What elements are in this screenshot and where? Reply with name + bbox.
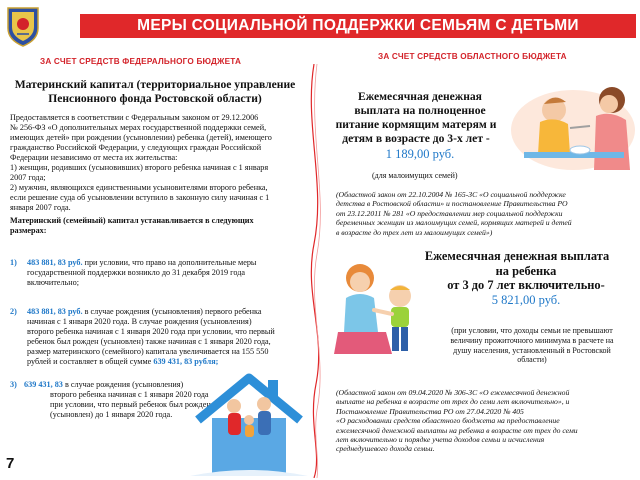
intro-line: Федерации независимо от места их жительства: [10, 153, 178, 162]
mother-and-son-illustration [326, 258, 426, 362]
heading-line: на ребенка [495, 263, 557, 278]
intro-line: января 2007 года. [10, 203, 71, 212]
intro-line: 2007 года; [10, 173, 46, 182]
item3-line: при условии, что первый ребенок был рожден [50, 400, 211, 409]
item2-total: 639 431, 83 рубля; [153, 357, 219, 366]
item1-line: при условии, что право на дополнительные меры [82, 258, 257, 267]
law-line: (Областной закон от 22.10.2004 № 165-ЗС «О социальной поддержке [336, 190, 566, 199]
law-line: «О расходовании средств областного бюджета на предоставление [336, 416, 560, 426]
condition-line: величину прожиточного минимума в расчете на [450, 335, 614, 345]
item2-amount: 483 881, 83 руб. [27, 307, 83, 316]
item2-line: ребенок был рожден (усыновлен) также начиная с 1 января 2020 года, [27, 337, 271, 346]
item1-text [27, 258, 300, 288]
law-line: беременных женщин из малоимущих семей, кормящих матерей и детей [336, 218, 572, 228]
law-line: лет включительно и порядке учета доходов семьи и исчисления [336, 435, 545, 445]
amount-heading-line: Материнский (семейный) капитал устанавливается в следующих [10, 216, 254, 225]
heading-line: питание кормящим матерям и [335, 118, 497, 131]
item3-amount: 639 431, 83 [24, 380, 63, 389]
item2-line: начиная с 1 января 2020 года. В случае рождения (усыновления) [27, 317, 252, 326]
law-line: от 23.12.2011 № 281 «О предоставлении мер социальной поддержки [336, 208, 563, 218]
intro-line: № 256-ФЗ «О дополнительных мерах государственной поддержки семей, [10, 123, 267, 132]
condition-line: области) [517, 355, 547, 365]
intro-line: Предоставляется в соответствии с Федеральным законом от 29.12.2006 [10, 113, 259, 122]
item2-line: второго ребенка начиная с 1 января 2020 года при условии, что первый [27, 327, 275, 336]
law-line: ежемесячной денежной выплаты на ребенка в возрасте от трех до семи [336, 425, 578, 435]
intro-line: если решение суда об усыновлении вступило в законную силу начиная с 1 [10, 193, 270, 202]
nutrition-payment-amount: 1 189,00 руб. [385, 147, 455, 161]
item3-number: 3) [10, 380, 17, 389]
condition-line: (при условии, что доходы семьи не превышают [451, 326, 613, 335]
heading-line: Материнский капитал (территориальное управление [14, 78, 296, 91]
federal-budget-label: ЗА СЧЕТ СРЕДСТВ ФЕДЕРАЛЬНОГО БЮДЖЕТА [40, 57, 242, 66]
page-title: МЕРЫ СОЦИАЛЬНОЙ ПОДДЕРЖКИ СЕМЬЯМ С ДЕТЬМИ [80, 14, 636, 38]
law-line: среднедушевого дохода семьи. [336, 444, 435, 454]
heading-line: Ежемесячная денежная [358, 90, 482, 103]
intro-line: гражданство Российской Федерации, у следующих граждан Российской [10, 143, 262, 152]
item1-number: 1) [10, 258, 17, 267]
law-line: выплате на ребенка в возрасте от трех до семи лет включительно», и [336, 397, 570, 407]
law-line: в возрасте до трех лет из малоимущих семей») [336, 227, 493, 237]
family-house-illustration [190, 368, 308, 478]
page-number: 7 [6, 455, 15, 472]
maternity-capital-heading [12, 78, 298, 106]
amount-heading-line: размерах: [10, 226, 47, 235]
item1-line: государственной поддержки возникло до 31 декабря 2019 года [27, 268, 245, 277]
heading-line: от 3 до 7 лет включительно- [447, 278, 605, 292]
item2-line: в случае рождения (усыновления) первого ребенка [82, 307, 262, 316]
income-condition [432, 326, 632, 365]
heading-line: выплата на полноценное [354, 104, 486, 117]
item2-line: рублей и составляет в общей сумме [27, 357, 154, 366]
child-3-7-payment-heading [420, 249, 632, 307]
condition-line: душу населения, установленный в Ростовской [453, 345, 611, 355]
child-3-7-payment-amount: 5 821,00 руб. [491, 292, 561, 307]
amount-heading [10, 216, 300, 236]
item3-line: (усыновлен) до 1 января 2020 года. [50, 410, 173, 419]
law-line: Постановление Правительства РО от 27.04.2020 № 405 [336, 406, 524, 416]
intro-line: 1) женщин, родивших (усыновивших) второго ребенка начиная с 1 января [10, 163, 269, 172]
mother-feeding-child-illustration [510, 70, 636, 170]
item1-amount: 483 881, 83 руб. [27, 258, 83, 267]
item2-line: размер материнского (семейного) капитала увеличивается на 155 550 [27, 347, 269, 356]
law-line: (Областной закон от 09.04.2020 № 306-ЗС «О ежемесячной денежной [336, 388, 570, 397]
regional-crest-icon [4, 4, 42, 48]
nutrition-payment-law [336, 190, 634, 237]
low-income-note: (для малоимущих семей) [372, 171, 458, 180]
intro-line: имеющих детей» при рождении (усыновлении) ребенка (детей), имеющего [10, 133, 272, 142]
law-line: детства в Ростовской области» и постановление Правительства РО [336, 199, 568, 209]
item3-line: в случае рождения (усыновления) [62, 380, 184, 389]
heading-line: Ежемесячная денежная выплата [424, 249, 610, 263]
nutrition-payment-heading [336, 90, 504, 161]
regional-budget-label: ЗА СЧЕТ СРЕДСТВ ОБЛАСТНОГО БЮДЖЕТА [378, 52, 567, 61]
maternity-capital-intro [10, 113, 300, 213]
heading-line: детям в возрасте до 3-х лет - [342, 132, 490, 145]
item2-number: 2) [10, 307, 17, 316]
intro-line: 2) мужчин, являющихся единственными усыновителями второго ребенка, [10, 183, 268, 192]
item3-line: второго ребенка начиная с 1 января 2020 года [50, 390, 209, 399]
child-3-7-payment-law [336, 388, 634, 454]
item2-text [27, 307, 300, 367]
heading-line: Пенсионного фонда Ростовской области) [48, 92, 262, 105]
item1-line: включительно; [27, 278, 80, 287]
